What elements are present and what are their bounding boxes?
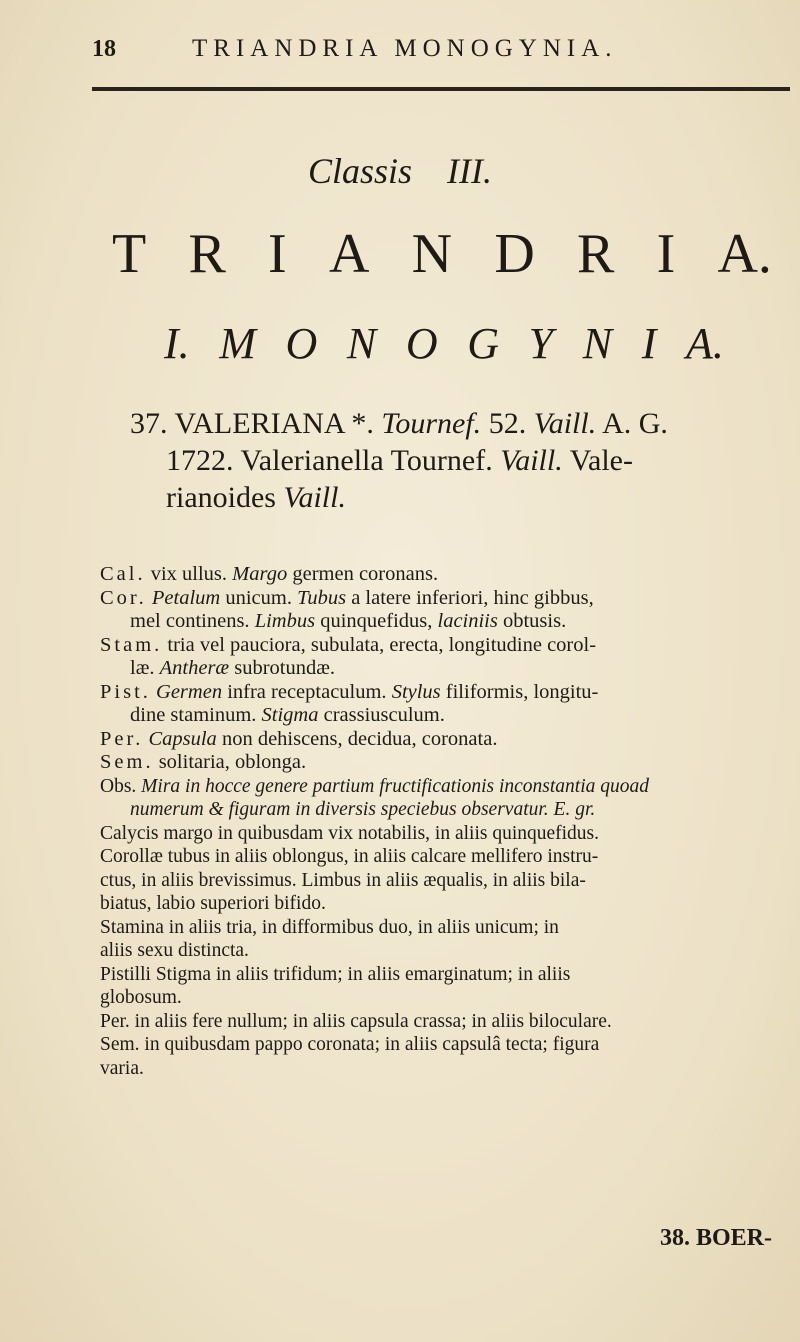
observation-line: globosum.	[100, 987, 182, 1008]
order-letter: G	[467, 319, 500, 368]
title-letter: R	[577, 223, 615, 285]
order-letter: M	[219, 319, 256, 368]
observation-line: Per. in aliis fere nullum; in aliis capsula crassa; in aliis biloculare.	[100, 1010, 612, 1032]
order-letter: N	[346, 319, 377, 368]
corolla-entry: Cor. Petalum unicum. Tubus a latere inferiori, hinc gibbus,	[100, 586, 594, 609]
genus-description	[100, 563, 790, 1080]
stamen-entry: Stam. tria vel pauciora, subulata, erecta, longitudine corol-	[100, 633, 597, 656]
class-numeral: III.	[447, 151, 492, 191]
seed-entry: Sem. solitaria, oblonga.	[100, 751, 307, 773]
page-number: 18	[92, 35, 116, 62]
observation-line: aliis sexu distincta.	[100, 940, 249, 961]
order-letter: O	[405, 319, 438, 368]
catchword: 38. BOER-	[660, 1225, 773, 1251]
observation-line: varia.	[100, 1057, 144, 1079]
order-letter: N	[582, 319, 613, 368]
running-head: TRIANDRIA MONOGYNIA.	[192, 35, 618, 62]
stamen-entry-cont: læ. Antheræ subrotundæ.	[130, 657, 336, 679]
title-letter: D	[494, 223, 535, 285]
genus-line: 1722. Valerianella Tournef. Vaill. Vale-	[166, 444, 633, 477]
title-letter: R	[188, 223, 226, 285]
pistil-entry-cont: dine staminum. Stigma crassiusculum.	[130, 704, 445, 726]
observation-line: Obs. Mira in hocce genere partium fructificationis inconstantia quoad	[100, 775, 650, 797]
observation-line: Pistilli Stigma in aliis trifidum; in aliis emarginatum; in aliis	[100, 963, 571, 985]
genus-heading	[130, 405, 770, 516]
calyx-entry: Cal. vix ullus. Margo germen coronans.	[100, 563, 439, 585]
title-letter: I	[268, 223, 287, 285]
pericarp-entry: Per. Capsula non dehiscens, decidua, coronata.	[100, 727, 498, 750]
class-heading	[0, 150, 800, 192]
page-header	[92, 32, 740, 66]
genus-line: rianoides Vaill.	[166, 481, 346, 514]
title-letter: N	[411, 223, 453, 285]
pistil-entry: Pist. Germen infra receptaculum. Stylus filiformis, longitu-	[100, 680, 599, 703]
order-letter: A.	[686, 319, 724, 368]
observation-line: Corollæ tubus in aliis oblongus, in aliis calcare mellifero instru-	[100, 846, 599, 867]
order-numeral: I.	[164, 319, 190, 368]
order-title	[164, 318, 724, 369]
title-letter: A.	[717, 223, 772, 285]
observation-line: biatus, labio superiori bifido.	[100, 893, 326, 914]
order-letter: Y	[528, 319, 554, 368]
observation-line: ctus, in aliis brevissimus. Limbus in aliis æqualis, in aliis bila-	[100, 869, 586, 891]
title-letter: A	[328, 223, 370, 285]
order-letter: I	[641, 319, 657, 368]
observation-line: numerum & figuram in diversis speciebus observatur. E. gr.	[130, 799, 596, 820]
genus-line: 37. VALERIANA *. Tournef. 52. Vaill. A. G.	[130, 407, 668, 440]
order-letter: O	[285, 319, 318, 368]
title-letter: I	[656, 223, 676, 285]
class-title	[112, 222, 772, 286]
class-label: Classis	[307, 151, 413, 191]
observation-block	[100, 775, 790, 1081]
title-letter: T	[112, 223, 147, 285]
observation-line: Calycis margo in quibusdam vix notabilis, in aliis quinquefidus.	[100, 822, 600, 844]
observation-line: Stamina in aliis tria, in difformibus duo, in aliis unicum; in	[100, 916, 559, 938]
observation-line: Sem. in quibusdam pappo coronata; in aliis capsulâ tecta; figura	[100, 1034, 600, 1055]
corolla-entry-cont: mel continens. Limbus quinquefidus, laciniis obtusis.	[130, 610, 567, 632]
header-rule	[92, 87, 790, 91]
